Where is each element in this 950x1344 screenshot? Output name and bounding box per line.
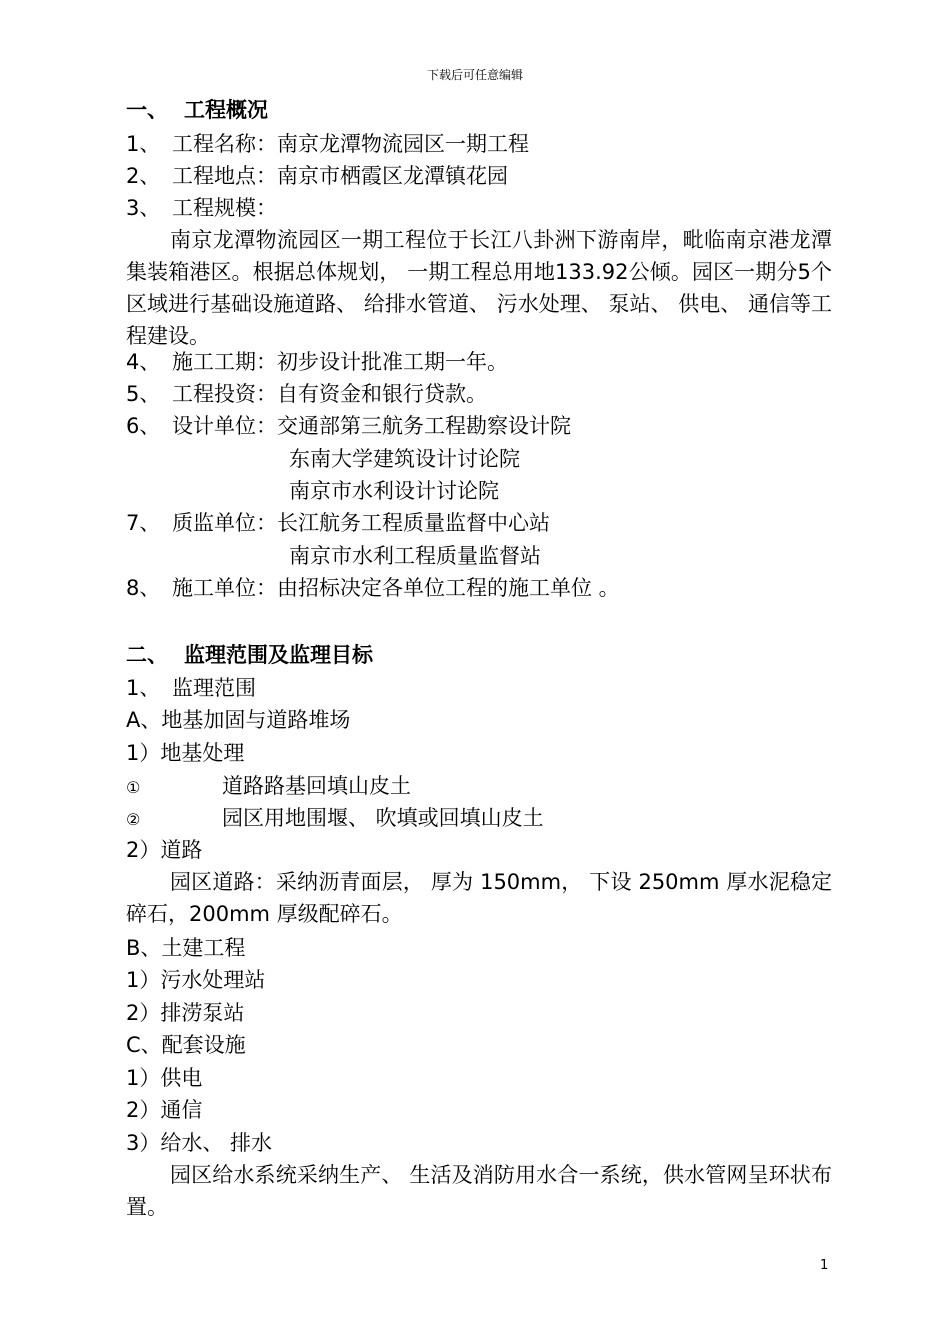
- item-value: 由招标决定各单位工程的施工单位 。: [277, 576, 620, 600]
- item-value-continued: 南京市水利设计讨论院: [289, 479, 499, 503]
- item-label: 施工单位：: [172, 576, 277, 600]
- item-number: 2、: [126, 164, 161, 188]
- road-paragraph: 园区道路：采纳沥青面层， 厚为 150mm， 下设 250mm 厚水泥稳定碎石，200mm 厚级配碎石。: [126, 870, 832, 926]
- list-item: [126, 130, 529, 158]
- item-label: 质监单位：: [172, 511, 277, 535]
- circled-number: ①: [126, 778, 141, 797]
- subsection-b: B、土建工程: [126, 936, 246, 960]
- section-number: 二、: [126, 643, 168, 667]
- scale-paragraph: 南京龙潭物流园区一期工程位于长江八卦洲下游南岸，毗临南京港龙潭集装箱港区。根据总体规划， 一期工程总用地133.92公倾。园区一期分5个区域进行基础设施道路、 给排水管道、 污水处理、 泵站、 供电、 通信等工程建设。: [126, 228, 832, 348]
- page-header: 下载后可任意编辑: [426, 68, 523, 82]
- list-item: [126, 162, 508, 190]
- item-number: 5、: [126, 382, 161, 406]
- item-label: 工程投资：: [172, 382, 277, 406]
- item-label: 工程地点：: [172, 164, 277, 188]
- subitem: 2）排涝泵站: [126, 1001, 245, 1025]
- subitem: 1）地基处理: [126, 741, 245, 765]
- circled-number: ②: [126, 810, 141, 829]
- list-item: [126, 194, 277, 222]
- section-number: 一、: [126, 98, 168, 122]
- section-heading-1: [126, 96, 268, 124]
- subsection-a: A、地基加固与道路堆场: [126, 708, 351, 732]
- item-number: 8、: [126, 576, 161, 600]
- list-item: [126, 412, 571, 440]
- item-number: 6、: [126, 414, 161, 438]
- subitem: 2）道路: [126, 838, 203, 862]
- subitem: 1）污水处理站: [126, 968, 266, 992]
- item-number: 3、: [126, 196, 161, 220]
- section-title: 工程概况: [184, 98, 268, 122]
- item-label: 施工工期：: [172, 350, 277, 374]
- section-heading-2: [126, 641, 373, 669]
- water-paragraph: 园区给水系统采纳生产、 生活及消防用水合一系统，供水管网呈环状布置。: [126, 1163, 832, 1219]
- item-number: 7、: [126, 511, 161, 535]
- item-text: 道路路基回填山皮土: [222, 774, 411, 798]
- item-value: 长江航务工程质量监督中心站: [277, 511, 550, 535]
- item-label: 工程规模：: [172, 196, 277, 220]
- list-item: [126, 574, 620, 602]
- item-number: 1、: [126, 676, 161, 700]
- subsection-c: C、配套设施: [126, 1033, 246, 1057]
- item-value: 自有资金和银行贷款。: [277, 382, 487, 406]
- item-number: 1、: [126, 132, 161, 156]
- list-item: [126, 380, 487, 408]
- item-number: 4、: [126, 350, 161, 374]
- item-value: 交通部第三航务工程勘察设计院: [277, 414, 571, 438]
- item-value-continued: 南京市水利工程质量监督站: [289, 544, 541, 568]
- subitem: 3）给水、 排水: [126, 1131, 273, 1155]
- list-item: [126, 772, 411, 802]
- subitem: 2）通信: [126, 1098, 203, 1122]
- page-number: 1: [820, 1258, 829, 1273]
- item-value: 南京市栖霞区龙潭镇花园: [277, 164, 508, 188]
- item-value: 初步设计批准工期一年。: [277, 350, 508, 374]
- item-text: 园区用地围堰、 吹填或回填山皮土: [222, 806, 544, 830]
- list-item: [126, 804, 544, 834]
- list-item: [126, 674, 256, 702]
- item-label: 监理范围: [172, 676, 256, 700]
- list-item: [126, 348, 508, 376]
- subitem: 1）供电: [126, 1066, 203, 1090]
- list-item: [126, 509, 550, 537]
- item-label: 工程名称：: [172, 132, 277, 156]
- item-value-continued: 东南大学建筑设计讨论院: [289, 447, 520, 471]
- item-value: 南京龙潭物流园区一期工程: [277, 132, 529, 156]
- section-title: 监理范围及监理目标: [184, 643, 373, 667]
- item-label: 设计单位：: [172, 414, 277, 438]
